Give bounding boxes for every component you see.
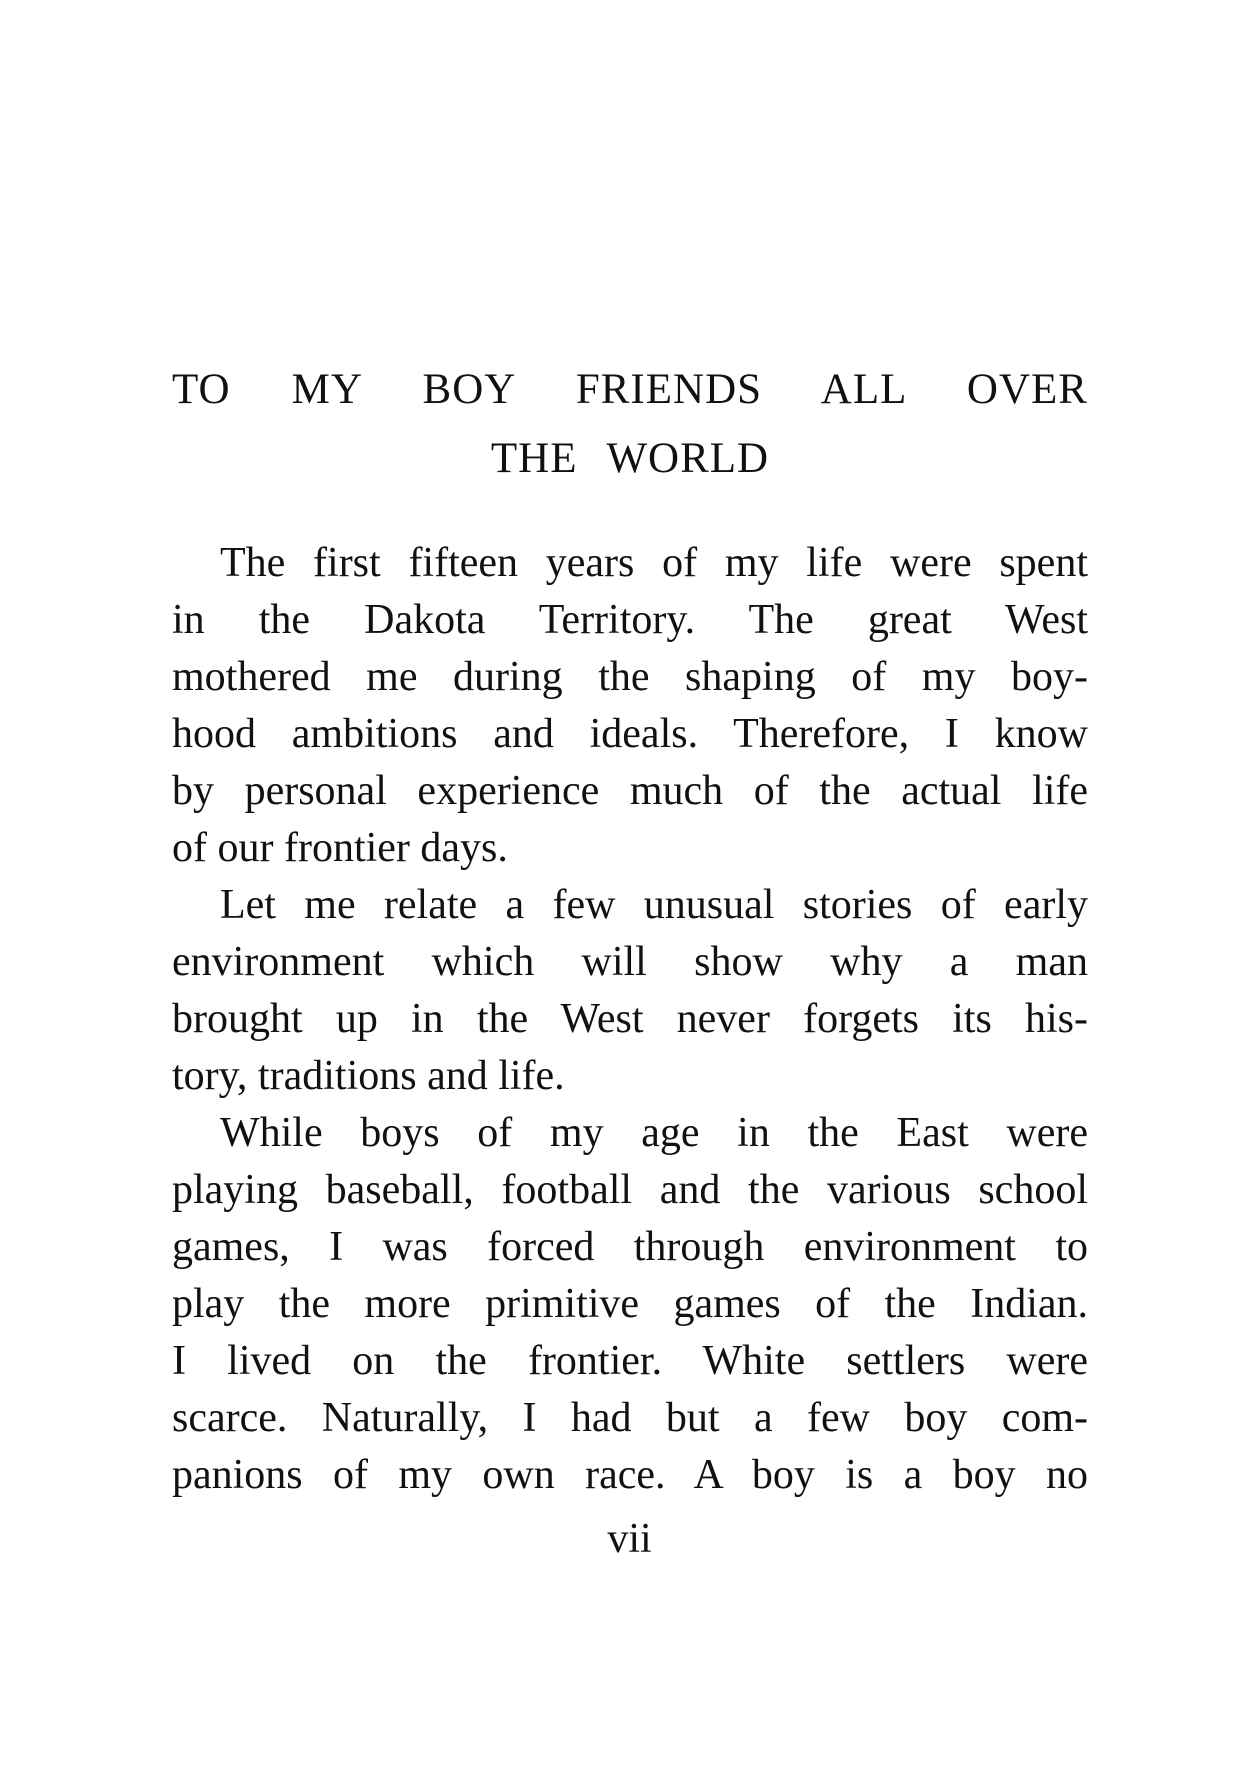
paragraph-1-line-4: hood ambitions and ideals. Therefore, I know [172,711,1088,757]
paragraph-1-line-6: of our frontier days. [172,825,508,871]
paragraph-1-line-5: by personal experience much of the actual life [172,768,1088,814]
paragraph-2-line-2: environment which will show why a man [172,939,1088,985]
paragraph-3-line-7: panions of my own race. A boy is a boy no [172,1452,1088,1498]
paragraph-3-line-2: playing baseball, football and the various school [172,1167,1088,1213]
dedication-heading-line-1: TO MY BOY FRIENDS ALL OVER [172,366,1088,413]
paragraph-3-line-1: While boys of my age in the East were [220,1110,1088,1156]
page-number: vii [607,1516,652,1562]
paragraph-3-line-5: I lived on the frontier. White settlers were [172,1338,1088,1384]
paragraph-2-line-3: brought up in the West never forgets its his- [172,996,1088,1042]
paragraph-3-line-4: play the more primitive games of the Indian. [172,1281,1088,1327]
body-text [172,535,1088,1504]
paragraph-3-line-3: games, I was forced through environment to [172,1224,1088,1270]
paragraph-3-line-6: scarce. Naturally, I had but a few boy com- [172,1395,1088,1441]
paragraph-1-line-2: in the Dakota Territory. The great West [172,597,1088,643]
paragraph-2-line-1: Let me relate a few unusual stories of early [220,882,1088,928]
paragraph-1-line-1: The first fifteen years of my life were spent [220,540,1088,586]
dedication-heading-line-2: THE WORLD [490,435,770,482]
paragraph-1-line-3: mothered me during the shaping of my boy- [172,654,1088,700]
paragraph-2-line-4: tory, traditions and life. [172,1053,565,1099]
